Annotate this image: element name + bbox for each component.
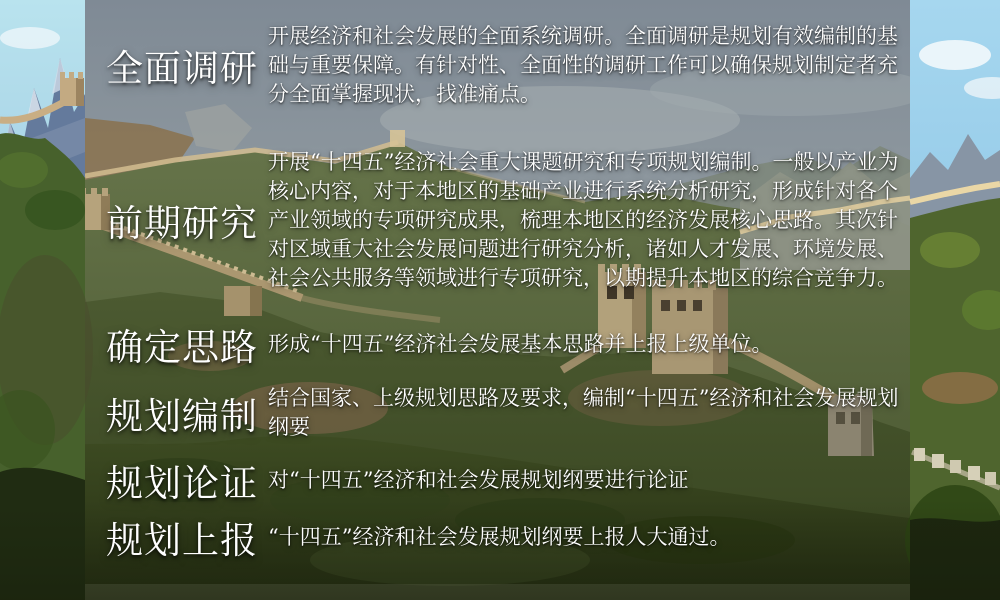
step-title: 全面调研 <box>106 47 258 90</box>
step-description: “十四五”经济和社会发展规划纲要上报人大通过。 <box>268 524 731 549</box>
process-step-row <box>106 452 912 508</box>
step-description: 开展经济和社会发展的全面系统调研。全面调研是规划有效编制的基础与重要保障。有针对性、全面性的调研工作可以确保规划制定者充分全面掌握现状，找准痛点。 <box>268 23 898 106</box>
step-title: 规划论证 <box>106 462 258 505</box>
process-step-row <box>106 508 912 566</box>
step-title: 前期研究 <box>106 202 258 245</box>
process-step-row <box>106 374 912 452</box>
step-title: 确定思路 <box>106 326 258 369</box>
process-step-row <box>106 126 912 314</box>
step-description: 形成“十四五”经济社会发展基本思路并上报上级单位。 <box>268 331 773 356</box>
step-description: 对“十四五”经济和社会发展规划纲要进行论证 <box>268 467 689 492</box>
step-description: 开展“十四五”经济社会重大课题研究和专项规划编制。一般以产业为核心内容，对于本地区的基础产业进行系统分析研究，形成针对各个产业领域的专项研究成果，梳理本地区的经济发展核心思路。其次针对区域重大社会发展问题进行研究分析，诸如人才发展、环境发展、社会公共服务等领域进行专项研究，以期提升本地区的综合竞争力。 <box>268 149 899 290</box>
step-title: 规划编制 <box>106 395 258 438</box>
step-description: 结合国家、上级规划思路及要求，编制“十四五”经济和社会发展规划纲要 <box>268 386 899 439</box>
process-step-row <box>106 12 912 118</box>
process-step-row <box>106 318 912 370</box>
step-title: 规划上报 <box>106 519 258 562</box>
